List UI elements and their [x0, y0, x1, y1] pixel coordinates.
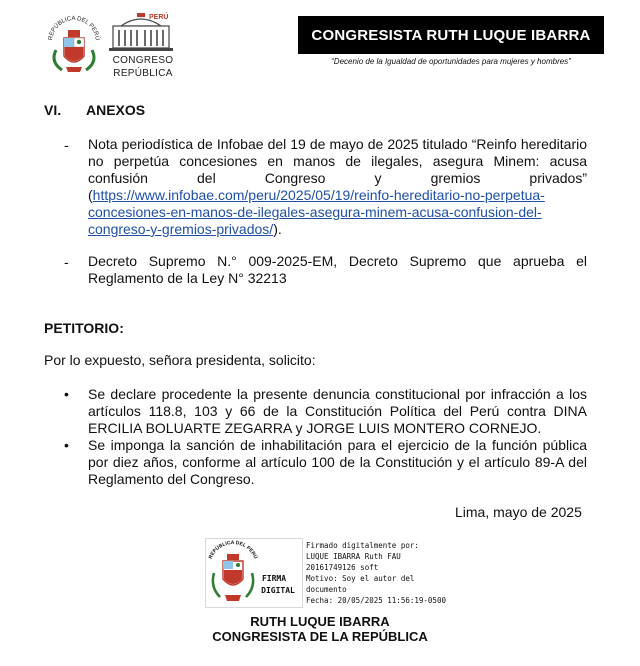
signer-name: RUTH LUQUE IBARRA	[250, 614, 390, 629]
header-title-banner	[298, 16, 604, 54]
decade-motto: “Decenio de la Igualdad de oportunidades para mujeres y hombres”	[331, 57, 571, 66]
signature-line: LUQUE IBARRA Ruth FAU	[306, 552, 401, 561]
section-number: VI.	[44, 102, 62, 118]
seal-label-digital: DIGITAL	[261, 586, 295, 595]
congress-logo-peru-text: PERÚ	[149, 14, 169, 21]
place-date: Lima, mayo de 2025	[455, 504, 582, 520]
signature-line: Firmado digitalmente por:	[306, 541, 419, 550]
petitorio-heading: PETITORIO:	[44, 320, 124, 336]
svg-text:REPÚBLICA DEL PERÚ	[48, 16, 101, 41]
annex-item-dash: -	[64, 254, 69, 270]
section-title: ANEXOS	[86, 102, 146, 118]
annex-item-1	[88, 136, 587, 238]
signature-line: Fecha: 20/05/2025 11:56:19-0500	[306, 596, 446, 605]
seal-top-text: REPÚBLICA DEL PERÚ	[207, 539, 259, 560]
header-title: CONGRESISTA RUTH LUQUE IBARRA	[311, 26, 591, 44]
seal-label-firma: FIRMA	[261, 574, 287, 583]
bullet-symbol: •	[64, 437, 69, 453]
congress-logo-republic: REPÚBLICA	[113, 68, 173, 79]
signature-line: Motivo: Soy el autor del	[306, 574, 415, 583]
petitorio-request-1: Se declare procedente la presente denuncia constitucional por infracción a los artículos 118.8, 103 y 66 de la Constitución Política del Perú contra DINA ERCILIA BOLUARTE ZEGARRA y JORGE LUIS MONTERO CORNEJO.	[88, 386, 587, 436]
digital-signature-seal	[205, 538, 303, 608]
congreso-logo	[107, 10, 175, 80]
annex-item-1-text: Nota periodística de Infobae del 19 de mayo de 2025 titulado “Reinfo hereditario no perpetúa concesiones en manos de ilegales, asegura Minem: acusa confusión del Congreso y gremios privados” (	[88, 136, 587, 203]
petitorio-request-2: Se imponga la sanción de inhabilitación para el ejercicio de la función pública por diez años, conforme al artículo 100 de la Constitución y el artículo 89-A del Reglamento del Congreso.	[88, 437, 587, 487]
signature-line: 20161749126 soft	[306, 563, 379, 572]
annex-item-1-after: ).	[273, 221, 282, 237]
congress-logo-name: CONGRESO	[112, 55, 174, 66]
signer-role: CONGRESISTA DE LA REPÚBLICA	[212, 629, 428, 644]
crest-text: REPÚBLICA DEL PERÚ	[48, 15, 100, 41]
annex-item-dash: -	[64, 137, 69, 153]
signature-line: documento	[306, 585, 347, 594]
petitorio-intro: Por lo expuesto, señora presidenta, solicito:	[44, 352, 316, 368]
peru-coat-of-arms-logo	[44, 12, 104, 76]
infobae-article-link[interactable]: https://www.infobae.com/peru/2025/05/19/reinfo-hereditario-no-perpetua-concesiones-en-manos-de-ilegales-asegura-minem-acusa-confusion-del-congreso-y-gremios-privados/	[88, 187, 545, 237]
annex-item-2: Decreto Supremo N.° 009-2025-EM, Decreto Supremo que aprueba el Reglamento de la Ley N° 32213	[88, 253, 587, 286]
bullet-symbol: •	[64, 386, 69, 402]
digital-signature-details	[306, 540, 446, 606]
